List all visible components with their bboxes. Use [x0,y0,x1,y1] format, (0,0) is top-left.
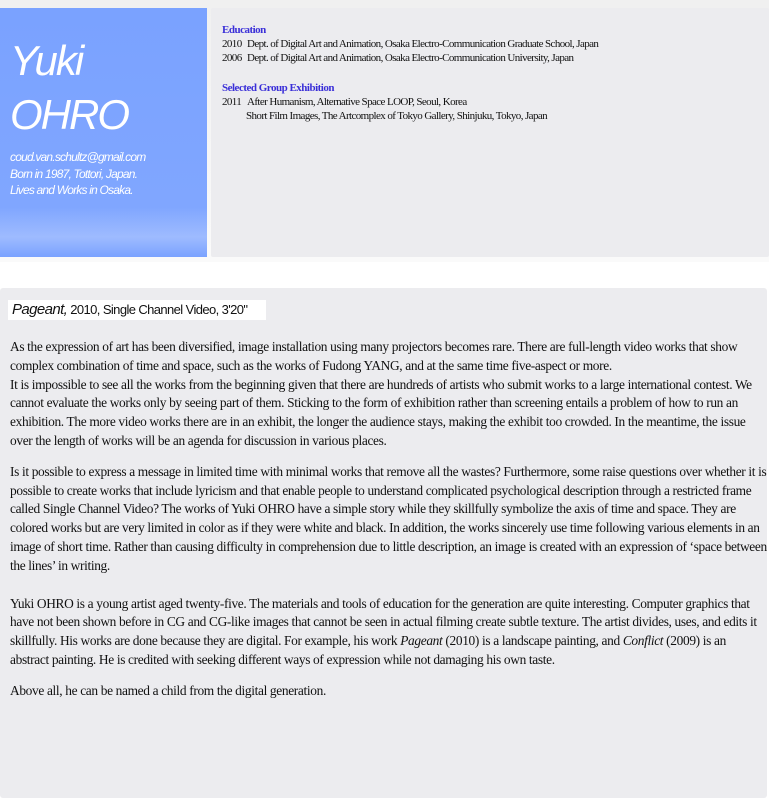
work-reference: Conflict [622,633,664,649]
education-year: 2006 [222,52,242,64]
exhibition-item [222,95,769,109]
work-title-label [8,300,266,320]
education-heading: Education [222,24,266,36]
artist-born: Born in 1987, Tottori, Japan. [10,166,138,181]
cv-panel [211,8,769,257]
artist-lives: Lives and Works in Osaka. [10,183,133,197]
education-item [222,37,769,51]
essay-paragraph: As the expression of art has been diversified, image installation using many projectors becomes rare. There are full-length video works that show complex combination of time and space, such as the works of Fudong YANG, and at the same time five-aspect or more. [10,339,738,373]
exhibition-text: Short Film Images, The Artcomplex of Tokyo Gallery, Shinjuku, Tokyo, Japan [246,110,548,122]
education-item [222,51,769,65]
exhibition-heading: Selected Group Exhibition [222,82,334,94]
exhibition-item [222,109,769,123]
essay-paragraph: Above all, he can be named a child from the digital generation. [10,682,326,698]
essay-paragraph: Is it possible to express a message in limited time with minimal works that remove all the wastes? Furthermore, some raise questions over whether it is possible to create works that include lyricism and that enable people to understand complicated psychological description through a restricted frame called Single Channel Video? The works of Yuki OHRO have a simple story while they skillfully symbolize the axis of time and space. They are colored works but are very limited in color as if they were white and black. In addition, the works sincerely use time following various elements in an image of short time. Rather than causing difficulty in comprehension due to little description, an image is created with an expression of ‘space between the lines’ in writing. [10,463,767,573]
essay-paragraph: It is impossible to see all the works from the beginning given that there are hundreds of artists who submit works to a large international contest. We cannot evaluate the works only by seeing part of them. Sticking to the form of exhibition rather than screening entails a problem of how to run an exhibition. The more video works there are in an exhibit, the longer the audience stays, making the exhibit too crowded. In the meantime, the issue over the length of works will be an agenda for discussion in various places. [10,376,752,448]
work-details: 2010, Single Channel Video, 3'20" [70,302,248,317]
work-essay [10,338,767,713]
essay-text: (2009) is an abstract painting. He is credited with seeking different ways of expression while not damaging his own taste. [10,633,726,667]
exhibition-year: 2011 [222,96,242,108]
education-text: Dept. of Digital Art and Animation, Osaka Electro-Communication Graduate School, Japan [247,38,599,50]
essay-text: (2010) is a landscape painting, and [442,633,623,649]
artist-first-name: Yuki [10,37,83,84]
work-reference: Pageant [400,633,443,649]
education-text: Dept. of Digital Art and Animation, Osaka Electro-Communication University, Japan [247,52,574,64]
artist-name-card [0,8,207,257]
work-description-panel [0,288,767,798]
education-year: 2010 [222,38,242,50]
artist-contact [10,149,205,199]
artist-email[interactable]: coud.van.schultz@gmail.com [10,150,146,164]
exhibition-text: After Humanism, Alternative Space LOOP, Seoul, Korea [247,96,467,108]
essay-text: Yuki OHRO is a young artist aged twenty-five. The materials and tools of education for the generation are quite interesting. Computer graphics that have not been shown before in CG and CG-like images that cannot be seen in actual filming create subtle texture. The artist divides, uses, and edits it skillfully. His works are done because they are digital. For example, his work [10,595,757,649]
work-title: Pageant, [12,301,68,318]
artist-last-name: OHRO [10,91,128,138]
essay-paragraph [10,595,767,670]
